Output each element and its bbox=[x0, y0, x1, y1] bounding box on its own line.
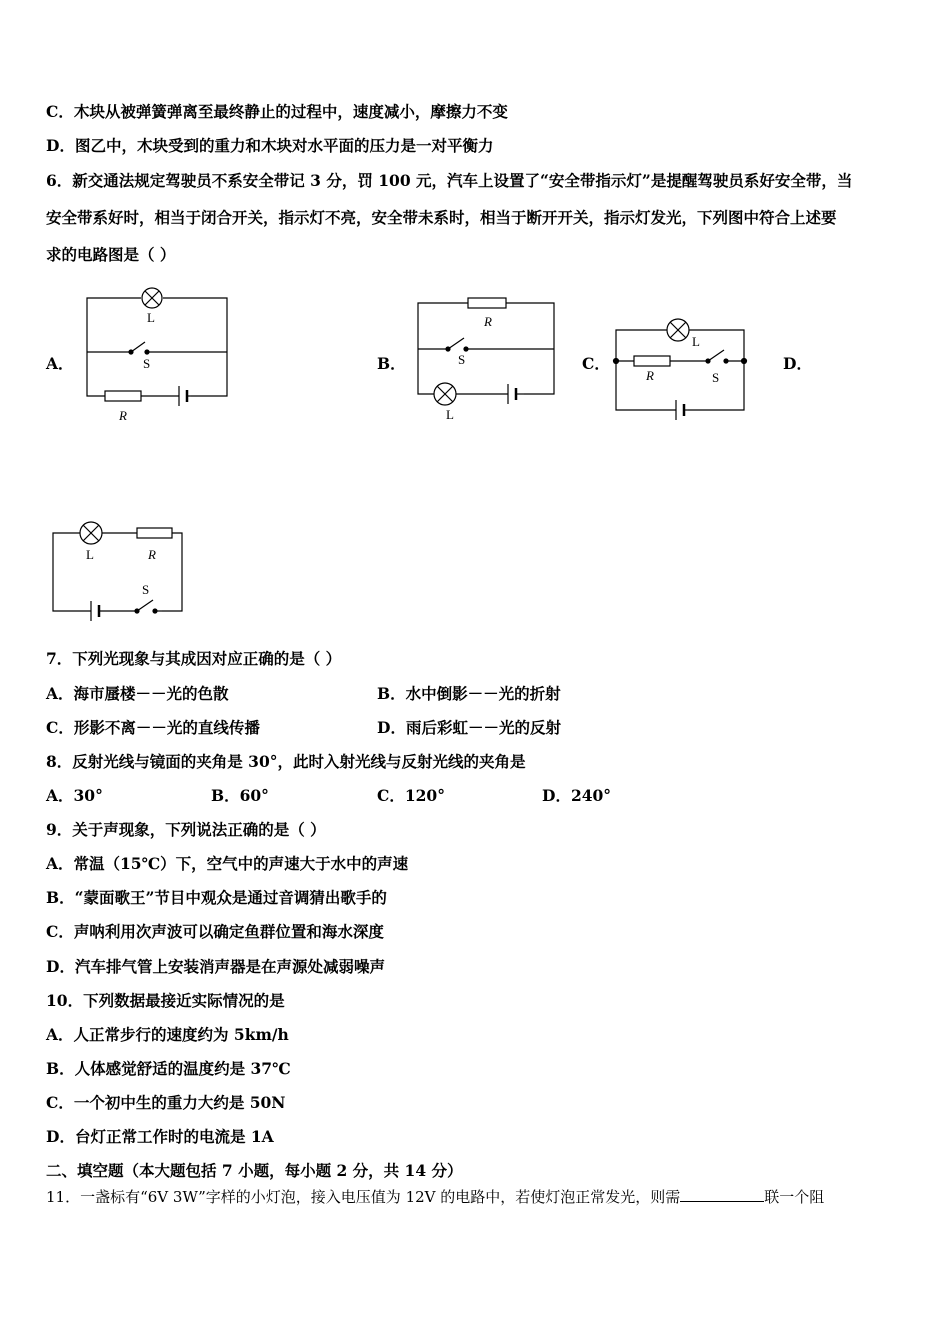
q7-option-c: C．形影不离－－光的直线传播 bbox=[46, 718, 260, 737]
q8-option-c: C．120° bbox=[377, 786, 445, 805]
q9-option-a: A．常温（15℃）下，空气中的声速大于水中的声速 bbox=[46, 854, 409, 873]
q6-option-b-label: B． bbox=[377, 354, 406, 373]
q8-stem: 8．反射光线与镜面的夹角是 30°，此时入射光线与反射光线的夹角是 bbox=[46, 752, 526, 771]
q6-option-d-label: D． bbox=[783, 354, 812, 373]
switch-icon bbox=[708, 350, 724, 361]
switch-label: S bbox=[143, 356, 151, 371]
q10-option-a: A．人正常步行的速度约为 5km/h bbox=[46, 1025, 289, 1044]
q9-option-d: D．汽车排气管上安装消声器是在声源处减弱噪声 bbox=[46, 957, 385, 976]
section-2-title: 二、填空题（本大题包括 7 小题，每小题 2 分，共 14 分） bbox=[46, 1161, 463, 1180]
q11-answer-blank[interactable] bbox=[680, 1187, 764, 1202]
lamp-label: L bbox=[86, 547, 94, 562]
switch-label: S bbox=[712, 370, 720, 385]
lamp-label: L bbox=[147, 310, 155, 325]
switch-label: S bbox=[142, 582, 150, 597]
lamp-label: L bbox=[692, 334, 700, 349]
q10-option-d: D．台灯正常工作时的电流是 1A bbox=[46, 1127, 274, 1146]
circuit-diagram-c bbox=[608, 312, 758, 427]
resistor-label: R bbox=[484, 314, 492, 329]
q9-option-c: C．声呐利用次声波可以确定鱼群位置和海水深度 bbox=[46, 922, 384, 941]
q8-option-a: A．30° bbox=[46, 786, 103, 805]
switch-icon bbox=[448, 338, 464, 349]
switch-label: S bbox=[458, 352, 466, 367]
switch-icon bbox=[137, 600, 153, 611]
q9-option-b: B．“蒙面歌王”节目中观众是通过音调猜出歌手的 bbox=[46, 888, 387, 907]
q6-stem-line1: 6．新交通法规定驾驶员不系安全带记 3 分，罚 100 元，汽车上设置了“安全带指示灯”是提醒驾驶员系好安全带，当 bbox=[46, 171, 853, 190]
q5-option-d: D．图乙中，木块受到的重力和木块对水平面的压力是一对平衡力 bbox=[46, 136, 494, 155]
circuit-diagram-a bbox=[75, 280, 245, 430]
q8-option-d: D．240° bbox=[542, 786, 612, 805]
q11-stem bbox=[46, 1187, 824, 1207]
q11-text-before: 11．一盏标有“6V 3W”字样的小灯泡，接入电压值为 12V 的电路中，若使灯泡正常发光，则需 bbox=[46, 1188, 681, 1206]
switch-icon bbox=[131, 342, 145, 352]
resistor-label: R bbox=[148, 547, 156, 562]
q10-option-b: B．人体感觉舒适的温度约是 37℃ bbox=[46, 1059, 291, 1078]
q6-option-c-label: C． bbox=[582, 354, 610, 373]
q9-stem: 9．关于声现象，下列说法正确的是（ ） bbox=[46, 820, 326, 839]
resistor-label: R bbox=[646, 368, 654, 383]
q7-option-d: D．雨后彩虹－－光的反射 bbox=[377, 718, 561, 737]
resistor-icon bbox=[468, 298, 506, 308]
resistor-label: R bbox=[119, 408, 127, 423]
q7-option-b: B．水中倒影－－光的折射 bbox=[377, 684, 561, 703]
q5-option-c: C．木块从被弹簧弹离至最终静止的过程中，速度减小，摩擦力不变 bbox=[46, 102, 508, 121]
circuit-diagram-d bbox=[45, 515, 195, 625]
q10-stem: 10．下列数据最接近实际情况的是 bbox=[46, 991, 285, 1010]
resistor-icon bbox=[634, 356, 670, 366]
q8-option-b: B．60° bbox=[211, 786, 269, 805]
circuit-diagram-b bbox=[408, 285, 568, 430]
q7-stem: 7．下列光现象与其成因对应正确的是（ ） bbox=[46, 649, 342, 668]
resistor-icon bbox=[137, 528, 172, 538]
q6-stem-line2: 安全带系好时，相当于闭合开关，指示灯不亮，安全带未系时，相当于断开开关，指示灯发光，下列图中符合上述要 bbox=[46, 208, 837, 227]
q10-option-c: C．一个初中生的重力大约是 50N bbox=[46, 1093, 286, 1112]
q6-stem-line3: 求的电路图是（ ） bbox=[46, 245, 176, 264]
q11-text-after: 联一个阻 bbox=[764, 1188, 825, 1206]
q7-option-a: A．海市蜃楼－－光的色散 bbox=[46, 684, 229, 703]
lamp-label: L bbox=[446, 407, 454, 422]
q6-option-a-label: A． bbox=[46, 354, 74, 373]
resistor-icon bbox=[105, 391, 141, 401]
